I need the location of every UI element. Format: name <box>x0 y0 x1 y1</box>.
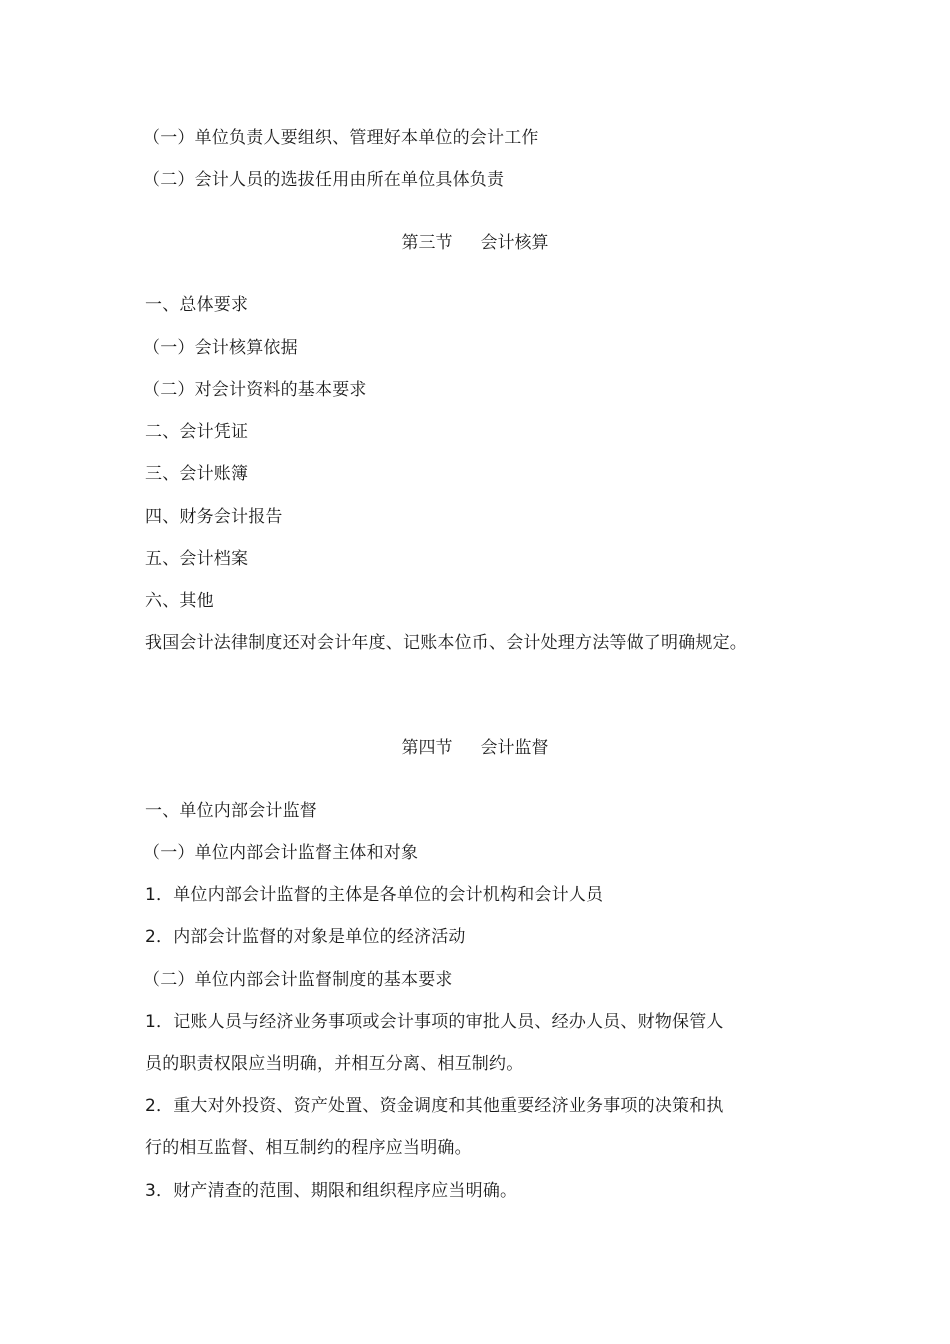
text-line: 三、会计账簿 <box>145 464 249 484</box>
text-line: 2．重大对外投资、资产处置、资金调度和其他重要经济业务事项的决策和执 <box>145 1096 724 1116</box>
text-line: 1．单位内部会计监督的主体是各单位的会计机构和会计人员 <box>145 885 604 905</box>
text-line: 3．财产清查的范围、期限和组织程序应当明确。 <box>145 1181 518 1201</box>
text-line: （二）会计人员的选拔任用由所在单位具体负责 <box>143 170 505 190</box>
text-line: 员的职责权限应当明确，并相互分离、相互制约。 <box>145 1054 524 1074</box>
text-line: 一、单位内部会计监督 <box>145 801 317 821</box>
text-line: 行的相互监督、相互制约的程序应当明确。 <box>145 1138 472 1158</box>
text-line: （二）单位内部会计监督制度的基本要求 <box>143 970 453 990</box>
section-heading <box>0 737 950 759</box>
text-line: 四、财务会计报告 <box>145 507 283 527</box>
text-line: 二、会计凭证 <box>145 422 249 442</box>
text-line: 2．内部会计监督的对象是单位的经济活动 <box>145 927 466 947</box>
text-line: 五、会计档案 <box>145 549 249 569</box>
text-line: 六、其他 <box>145 591 214 611</box>
text-line: （二）对会计资料的基本要求 <box>143 380 367 400</box>
text-line: 一、总体要求 <box>145 295 249 315</box>
text-line: （一）单位负责人要组织、管理好本单位的会计工作 <box>143 128 539 148</box>
text-line: （一）会计核算依据 <box>143 338 298 358</box>
text-line: 1．记账人员与经济业务事项或会计事项的审批人员、经办人员、财物保管人 <box>145 1012 724 1032</box>
section-number: 第三节 <box>401 233 453 253</box>
section-heading <box>0 232 950 254</box>
text-line: 我国会计法律制度还对会计年度、记账本位币、会计处理方法等做了明确规定。 <box>145 633 747 653</box>
section-title: 会计监督 <box>480 738 549 758</box>
section-title: 会计核算 <box>480 233 549 253</box>
section-number: 第四节 <box>401 738 453 758</box>
text-line: （一）单位内部会计监督主体和对象 <box>143 843 419 863</box>
